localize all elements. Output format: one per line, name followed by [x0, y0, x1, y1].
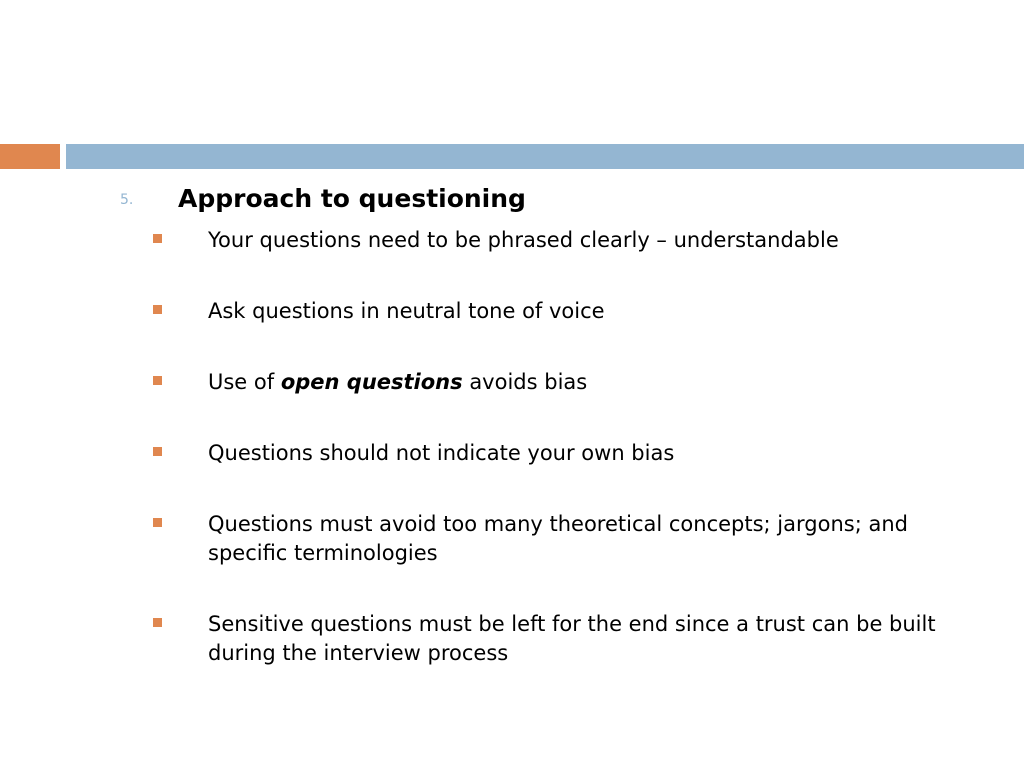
square-bullet-icon: [153, 618, 162, 627]
square-bullet-icon: [153, 376, 162, 385]
bullet-text: Questions must avoid too many theoretical concepts; jargons; and specific terminologies: [208, 512, 908, 565]
bullet-text: Questions should not indicate your own bias: [208, 441, 675, 465]
square-bullet-icon: [153, 305, 162, 314]
square-bullet-icon: [153, 447, 162, 456]
item-heading: Approach to questioning: [178, 184, 526, 213]
bullet-text: Ask questions in neutral tone of voice: [208, 299, 605, 323]
bullet-text: Your questions need to be phrased clearly – understandable: [208, 228, 839, 252]
bullet-text: [208, 368, 953, 397]
bullet-text-suffix: avoids bias: [462, 370, 588, 394]
square-bullet-icon: [153, 518, 162, 527]
numbered-item: [120, 182, 980, 218]
item-number: 5.: [120, 192, 134, 208]
bullet-text-prefix: Use of: [208, 370, 281, 394]
bullet-text: Sensitive questions must be left for the end since a trust can be built during the interview process: [208, 612, 936, 665]
square-bullet-icon: [153, 234, 162, 243]
bullet-text-emphasis: open questions: [280, 370, 463, 394]
